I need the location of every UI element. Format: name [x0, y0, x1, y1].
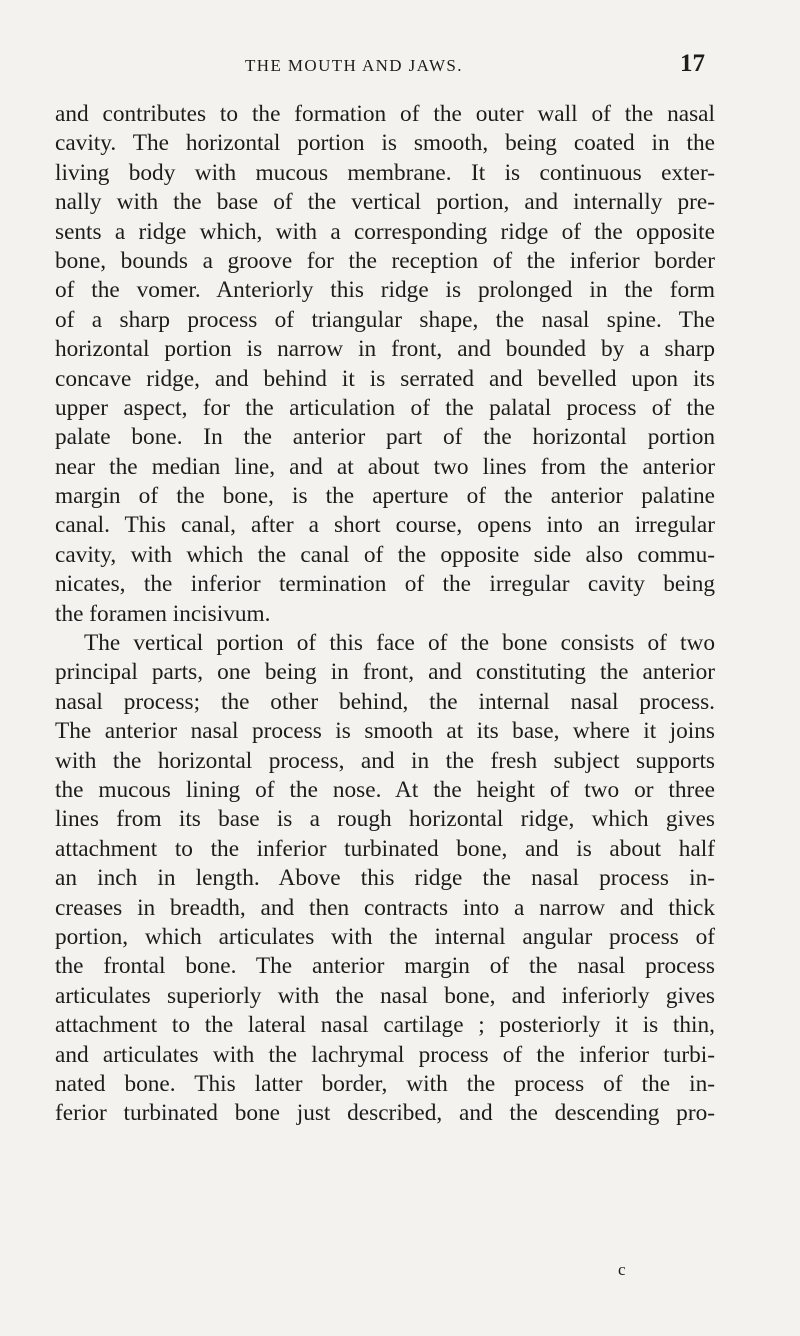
- text-line: nicates, the inferior termination of the irregular cavity being: [55, 571, 715, 598]
- text-line: of the vomer. Anteriorly this ridge is prolonged in the form: [55, 277, 715, 304]
- text-line: articulates superiorly with the nasal bone, and inferiorly gives: [55, 982, 715, 1009]
- text-line: portion, which articulates with the internal angular process of: [55, 923, 715, 950]
- text-line: attachment to the lateral nasal cartilage ; posteriorly it is thin,: [55, 1012, 715, 1039]
- text-line: lines from its base is a rough horizontal ridge, which gives: [55, 806, 715, 833]
- text-line: nated bone. This latter border, with the process of the in-: [55, 1070, 715, 1097]
- text-line: and articulates with the lachrymal process of the inferior turbi-: [55, 1041, 715, 1068]
- text-line: horizontal portion is narrow in front, and bounded by a sharp: [55, 336, 715, 363]
- text-line: The vertical portion of this face of the bone consists of two: [84, 630, 715, 657]
- text-line: cavity, with which the canal of the opposite side also commu-: [55, 541, 715, 568]
- text-line: margin of the bone, is the aperture of the anterior palatine: [55, 483, 715, 510]
- text-line: canal. This canal, after a short course, opens into an irregular: [55, 512, 715, 539]
- text-line: palate bone. In the anterior part of the horizontal portion: [55, 424, 715, 451]
- text-line: principal parts, one being in front, and constituting the anterior: [55, 659, 715, 686]
- text-line: of a sharp process of triangular shape, the nasal spine. The: [55, 306, 715, 333]
- text-line: the mucous lining of the nose. At the height of two or three: [55, 776, 715, 803]
- text-line: living body with mucous membrane. It is continuous exter-: [55, 159, 715, 186]
- text-line: The anterior nasal process is smooth at its base, where it joins: [55, 718, 715, 745]
- text-line: concave ridge, and behind it is serrated and bevelled upon its: [55, 365, 715, 392]
- text-line: nally with the base of the vertical portion, and internally pre-: [55, 189, 715, 216]
- text-line: nasal process; the other behind, the internal nasal process.: [55, 688, 715, 715]
- text-line: creases in breadth, and then contracts into a narrow and thick: [55, 894, 715, 921]
- text-line: and contributes to the formation of the outer wall of the nasal: [55, 101, 715, 127]
- page-number: 17: [680, 50, 705, 77]
- paragraph: [55, 100, 715, 629]
- text-line: the foramen incisivum.: [55, 600, 271, 627]
- text-line: near the median line, and at about two lines from the anterior: [55, 453, 715, 480]
- text-line: an inch in length. Above this ridge the nasal process in-: [55, 865, 715, 892]
- text-line: ferior turbinated bone just described, and the descending pro-: [55, 1100, 715, 1127]
- text-line: sents a ridge which, with a corresponding ridge of the opposite: [55, 218, 715, 245]
- text-line: the frontal bone. The anterior margin of the nasal process: [55, 953, 715, 980]
- running-head: THE MOUTH AND JAWS.: [245, 56, 463, 75]
- text-line: with the horizontal process, and in the fresh subject supports: [55, 747, 715, 774]
- paragraph: [55, 629, 715, 1129]
- text-line: cavity. The horizontal portion is smooth, being coated in the: [55, 130, 715, 157]
- text-line: upper aspect, for the articulation of the palatal process of the: [55, 394, 715, 421]
- text-line: bone, bounds a groove for the reception of the inferior border: [55, 247, 715, 274]
- text-line: attachment to the inferior turbinated bone, and is about half: [55, 835, 715, 862]
- signature-mark: c: [618, 1260, 626, 1279]
- body-text: [55, 100, 715, 1129]
